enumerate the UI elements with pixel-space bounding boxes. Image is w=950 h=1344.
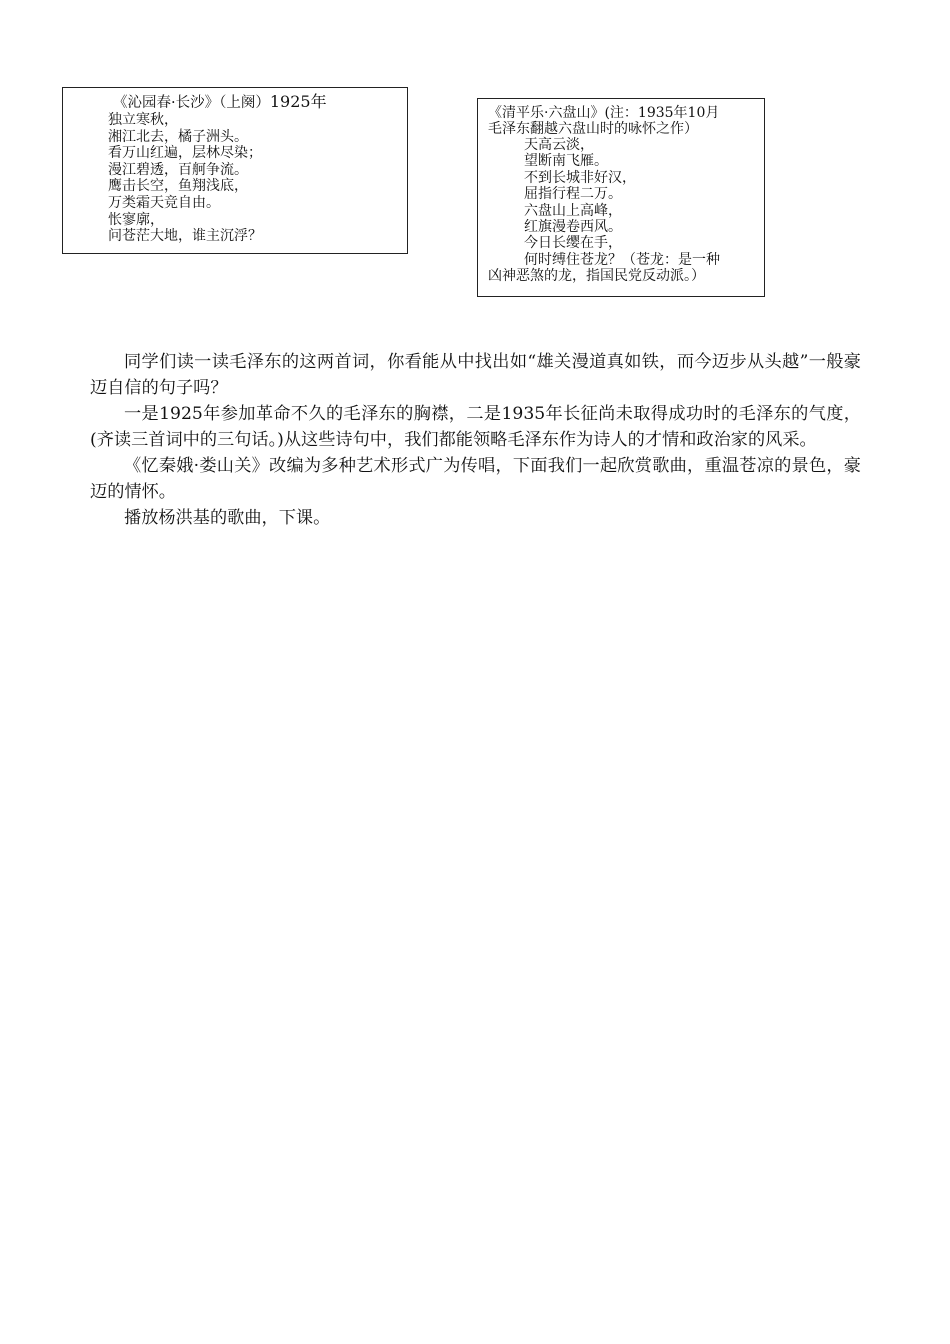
poem-box-qingpingle (477, 98, 765, 297)
poem-line: 万类霜天竞自由。 (108, 194, 220, 211)
article-paragraph: 《忆秦娥·娄山关》改编为多种艺术形式广为传唱，下面我们一起欣赏歌曲，重温苍凉的景色，豪迈的情怀。 (90, 456, 861, 502)
poem-line: 鹰击长空，鱼翔浅底， (108, 178, 248, 195)
poem-title (488, 105, 758, 137)
poem-last-line: 何时缚住苍龙？（苍龙：是一种 (524, 251, 720, 268)
poem-line: 怅寥廓， (108, 211, 164, 228)
article-paragraph: 一是1925年参加革命不久的毛泽东的胸襟，二是1935年长征尚未取得成功时的毛泽东的气度，(齐读三首词中的三句话。)从这些诗句中，我们都能领略毛泽东作为诗人的才情和政治家的风采。 (90, 404, 861, 450)
poem-line: 不到长城非好汉， (524, 169, 636, 186)
poem-line: 望断南飞雁。 (524, 153, 608, 170)
poem-title (113, 93, 399, 112)
poem-title-line: 《清平乐·六盘山》(注：1935年10月 (488, 105, 720, 121)
poem-box-qinyuanchun (62, 87, 408, 254)
poem-line: 湘江北去，橘子洲头。 (108, 128, 248, 145)
article-paragraph: 同学们读一读毛泽东的这两首词，你看能从中找出如“雄关漫道真如铁，而今迈步从头越”一般豪迈自信的句子吗？ (90, 352, 861, 398)
poem-line: 漫江碧透，百舸争流。 (108, 161, 248, 178)
poem-note-text: 凶神恶煞的龙，指国民党反动派。） (488, 267, 705, 284)
poem-line: 红旗漫卷西风。 (524, 219, 622, 236)
poem-line: 问苍茫大地，谁主沉浮？ (108, 228, 262, 245)
poem-lines (108, 112, 399, 245)
poem-note (488, 252, 758, 284)
poem-title-text: 《沁园春·长沙》（上阕） (113, 95, 270, 111)
poem-line: 屈指行程二万。 (524, 186, 622, 203)
poem-year: 1925年 (269, 92, 327, 111)
article-body (90, 349, 861, 531)
poem-lines (488, 137, 758, 252)
poem-line: 六盘山上高峰， (524, 202, 622, 219)
poem-line: 看万山红遍，层林尽染； (108, 145, 262, 162)
poem-line: 天高云淡， (524, 137, 594, 153)
poem-line: 今日长缨在手， (524, 235, 622, 252)
article-paragraph: 播放杨洪基的歌曲，下课。 (124, 508, 331, 528)
poem-line: 独立寒秋， (108, 112, 178, 128)
poem-title-line: 毛泽东翻越六盘山时的咏怀之作） (488, 121, 698, 137)
